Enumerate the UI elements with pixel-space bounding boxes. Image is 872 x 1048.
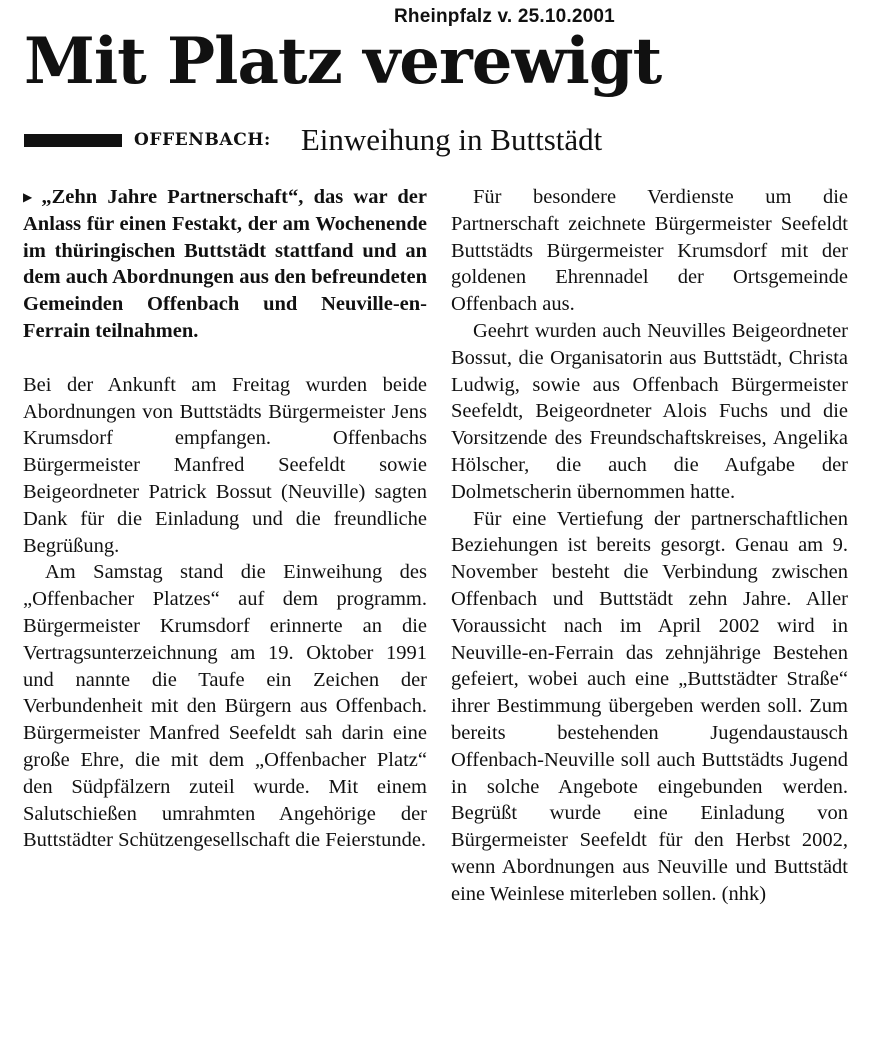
subtitle: Einweihung in Buttstädt: [300, 122, 603, 157]
rule-bar: [24, 134, 122, 147]
lead-paragraph: [23, 184, 427, 345]
lead-text: „Zehn Jahre Partnerschaft“, das war der Anlass für einen Festakt, der am Wochenende im thüringischen Buttstädt stattfand und an dem auch Abordnungen aus den befreundeten Gemeinden Offenbach und Neuville-en-Ferrain teilnahmen.: [23, 186, 427, 342]
subheadline: [24, 118, 602, 162]
column-left: [23, 184, 427, 854]
paragraph: Für besondere Verdienste um die Partnerschaft zeichnete Bürgermeister Seefeldt Buttstädts Bürgermeister Krumsdorf mit der goldenen Ehrennadel der Ortsgemeinde Offenbach aus.: [451, 186, 848, 316]
headline: Mit Platz verewigt: [24, 24, 662, 99]
paragraph: Am Samstag stand die Einweihung des „Offenbacher Platzes“ auf dem programm. Bürgermeister Krumsdorf erinnerte an die Vertragsunterzeichnung am 19. Oktober 1991 und nannte die Taufe ein Zeichen der Verbundenheit mit den Bürgern aus Offenbach. Bürgermeister Manfred Seefeldt sah darin eine große Ehre, die mit dem „Offenbacher Platz“ den Südpfälzern zuteil wurde. Mit einem Salutschießen umrahmten Angehörige der Buttstädter Schützengesellschaft die Feierstunde.: [23, 561, 427, 852]
paragraph: Geehrt wurden auch Neuvilles Beigeordneter Bossut, die Organisatorin aus Buttstädt, Christa Ludwig, sowie aus Offenbach Bürgermeister Seefeldt, Beigeordneter Alois Fuchs und die Vorsitzende des Freundschaftskreises, Angelika Hölscher, die auch die Aufgabe der Dolmetscherin übernommen hatte.: [451, 319, 848, 503]
source-stamp: Rheinpfalz v. 25.10.2001: [394, 6, 615, 27]
column-right: [451, 184, 848, 908]
paragraph: Für eine Vertiefung der partnerschaftlichen Beziehungen ist bereits gesorgt. Genau am 9. November besteht die Verbindung zwischen Offenbach und Buttstädt zehn Jahre. Aller Voraussicht nach im April 2002 wird in Neuville-en-Ferrain das zehnjährige Bestehen gefeiert, wobei auch eine „Buttstädter Straße“ ihrer Bestimmung übergeben werden soll. Zum bereits bestehenden Jugendaustausch Offenbach-Neuville soll auch Buttstädts Jugend in solche Angebote eingebunden werden. Begrüßt wurde eine Einladung von Bürgermeister Seefeldt für den Herbst 2002, wenn Abordnungen aus Neuville und Buttstädt eine Weinlese miterleben sollen. (nhk): [451, 507, 848, 905]
triangle-right-icon: ▶: [23, 190, 38, 204]
paragraph: Bei der Ankunft am Freitag wurden beide Abordnungen von Buttstädts Bürgermeister Jens Krumsdorf empfangen. Offenbachs Bürgermeister Manfred Seefeldt sowie Beigeordneter Patrick Bossut (Neuville) sagten Dank für die Einladung und die freundliche Begrüßung.: [23, 373, 427, 557]
dateline: OFFENBACH:: [134, 130, 271, 150]
